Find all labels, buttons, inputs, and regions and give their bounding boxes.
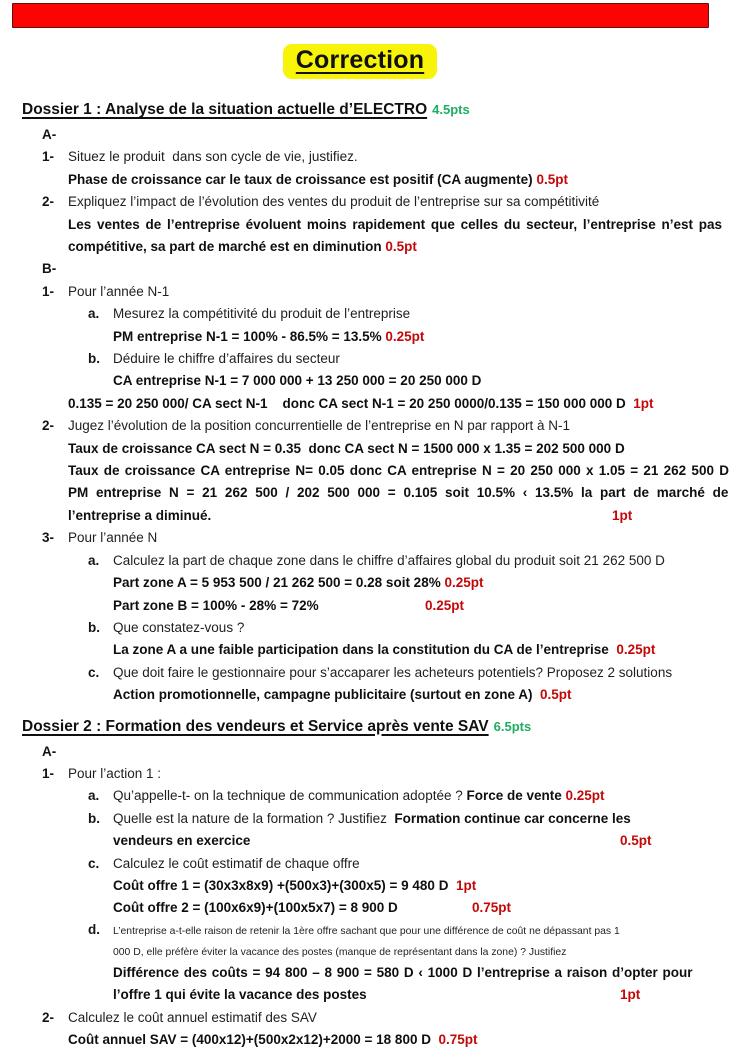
text-segment: vendeurs en exercice bbox=[113, 833, 251, 849]
document-line bbox=[0, 763, 720, 785]
text-segment: Part zone A = 5 953 500 / 21 262 500 = 0.28 soit 28% bbox=[113, 575, 445, 591]
points-value: 0.5pt bbox=[540, 687, 572, 703]
points-value: 1pt bbox=[612, 507, 633, 523]
document-line bbox=[0, 785, 720, 807]
text-segment: Force de vente bbox=[466, 788, 566, 804]
text-segment: Coût offre 1 = (30x3x8x9) +(500x3)+(300x5) = 9 480 D bbox=[113, 877, 456, 893]
document-line bbox=[0, 258, 720, 280]
text-segment: 0.135 = 20 250 000/ CA sect N-1 donc CA sect N-1 = 20 250 0000/0.135 = 150 000 000 D bbox=[68, 395, 634, 411]
document-line bbox=[0, 505, 720, 527]
text-segment: Taux de croissance CA sect N = 0.35 donc CA sect N = 1500 000 x 1.35 = 202 500 000 D bbox=[68, 440, 625, 456]
points-value: 0.75pt bbox=[438, 1031, 478, 1047]
text-segment: Expliquez l’impact de l’évolution des ventes du produit de l’entreprise sur sa compétitivité bbox=[68, 194, 600, 210]
list-marker: a. bbox=[88, 306, 100, 322]
points-value: 0.25pt bbox=[425, 597, 465, 613]
section-body bbox=[0, 741, 720, 1051]
text-segment: Quelle est la nature de la formation ? Justifiez bbox=[113, 810, 395, 826]
document-line bbox=[0, 415, 720, 437]
list-marker: 1- bbox=[42, 283, 55, 299]
text-segment: Coût annuel SAV = (400x12)+(500x2x12)+2000 = 18 800 D bbox=[68, 1031, 439, 1047]
points-value: 0.25pt bbox=[385, 328, 425, 344]
section-heading bbox=[22, 715, 720, 739]
list-marker: 3- bbox=[42, 530, 55, 546]
text-segment: Pour l’année N bbox=[68, 530, 158, 546]
list-marker: 2- bbox=[42, 1009, 55, 1025]
list-marker: a. bbox=[88, 552, 100, 568]
document-line bbox=[0, 169, 720, 191]
list-marker: c. bbox=[88, 855, 100, 871]
document-line bbox=[0, 830, 720, 852]
text-segment: Jugez l’évolution de la position concurrentielle de l’entreprise en N par rapport à N-1 bbox=[68, 418, 571, 434]
document-line bbox=[0, 1029, 720, 1051]
text-segment: compétitive, sa part de marché est en diminution bbox=[68, 239, 386, 255]
document-line bbox=[0, 348, 720, 370]
text-segment: Formation continue car concerne les bbox=[394, 810, 631, 826]
document-line bbox=[0, 984, 720, 1006]
document-line bbox=[0, 438, 720, 460]
text-segment: Que constatez-vous ? bbox=[113, 619, 245, 635]
text-segment: Mesurez la compétitivité du produit de l’entreprise bbox=[113, 306, 411, 322]
list-marker: 2- bbox=[42, 194, 55, 210]
text-segment: CA entreprise N-1 = 7 000 000 + 13 250 000 = 20 250 000 D bbox=[113, 373, 482, 389]
text-segment: L’entreprise a-t-elle raison de retenir la 1ère offre sachant que pour une différence de coût ne dépassant pas 1 bbox=[113, 925, 620, 937]
list-marker: b. bbox=[88, 351, 100, 367]
document-line bbox=[0, 897, 720, 919]
document-line bbox=[0, 303, 720, 325]
list-marker: A- bbox=[42, 743, 57, 759]
document-line bbox=[0, 808, 720, 830]
document-line bbox=[0, 550, 720, 572]
text-segment: Pour l’année N-1 bbox=[68, 283, 170, 299]
text-segment: Taux de croissance CA entreprise N= 0.05 donc CA entreprise N = 20 250 000 x 1.05 = 21 262 500 D bbox=[68, 463, 729, 479]
document-line bbox=[0, 941, 720, 962]
document-line bbox=[0, 1007, 720, 1029]
list-marker: 2- bbox=[42, 418, 55, 434]
document-line bbox=[0, 962, 720, 984]
document-body bbox=[0, 98, 729, 1051]
text-segment: Qu’appelle-t- on la technique de communication adoptée ? bbox=[113, 788, 467, 804]
document-line bbox=[0, 875, 720, 897]
document-line bbox=[0, 662, 720, 684]
list-marker: b. bbox=[88, 619, 100, 635]
document-line bbox=[0, 370, 720, 392]
document-line bbox=[0, 595, 720, 617]
points-value: 0.75pt bbox=[472, 900, 512, 916]
text-segment: Déduire le chiffre d’affaires du secteur bbox=[113, 351, 340, 367]
document-line bbox=[0, 639, 720, 661]
document-line bbox=[0, 920, 720, 941]
text-segment: Calculez la part de chaque zone dans le chiffre d’affaires global du produit soit 21 262 500 D bbox=[113, 552, 665, 568]
document-line bbox=[0, 684, 720, 706]
list-marker: 1- bbox=[42, 149, 55, 165]
list-marker: a. bbox=[88, 788, 100, 804]
section-points: 4.5pts bbox=[432, 102, 470, 117]
text-segment: PM entreprise N-1 = 100% - 86.5% = 13.5% bbox=[113, 328, 386, 344]
points-value: 0.5pt bbox=[620, 833, 652, 849]
points-value: 0.25pt bbox=[565, 788, 605, 804]
text-segment: Coût offre 2 = (100x6x9)+(100x5x7) = 8 900 D bbox=[113, 900, 398, 916]
points-value: 0.25pt bbox=[444, 575, 484, 591]
points-value: 1pt bbox=[620, 987, 641, 1003]
document-line bbox=[0, 853, 720, 875]
document-line bbox=[0, 281, 720, 303]
list-marker: 1- bbox=[42, 765, 55, 781]
text-segment: Part zone B = 100% - 28% = 72% bbox=[113, 597, 319, 613]
title-area bbox=[0, 44, 720, 79]
list-marker: d. bbox=[88, 921, 100, 937]
document-line bbox=[0, 124, 720, 146]
text-segment: l’entreprise a diminué. bbox=[68, 507, 212, 523]
text-segment: Phase de croissance car le taux de croissance est positif (CA augmente) bbox=[68, 171, 537, 187]
text-segment: La zone A a une faible participation dans la constitution du CA de l’entreprise bbox=[113, 642, 617, 658]
text-segment: Situez le produit dans son cycle de vie, justifiez. bbox=[68, 149, 358, 165]
text-segment: Calculez le coût estimatif de chaque offre bbox=[113, 855, 360, 871]
text-segment: l’offre 1 qui évite la vacance des postes bbox=[113, 987, 367, 1003]
section-body bbox=[0, 124, 729, 707]
document-line bbox=[0, 527, 720, 549]
points-value: 0.25pt bbox=[616, 642, 656, 658]
text-segment: PM entreprise N = 21 262 500 / 202 500 000 = 0.105 soit 10.5% ‹ 13.5% la part de marché de bbox=[68, 485, 729, 501]
list-marker: A- bbox=[42, 127, 57, 142]
document-line bbox=[0, 393, 720, 415]
text-segment: Différence des coûts = 94 800 – 8 900 = 580 D ‹ 1000 D l’entreprise a raison d’opter pour bbox=[113, 964, 693, 980]
document-line bbox=[0, 460, 729, 482]
points-value: 1pt bbox=[633, 395, 654, 411]
page-title: Correction bbox=[283, 44, 437, 79]
list-marker: B- bbox=[42, 261, 57, 277]
document-line bbox=[0, 191, 720, 213]
points-value: 0.5pt bbox=[536, 171, 568, 187]
document-line bbox=[0, 572, 720, 594]
points-value: 1pt bbox=[455, 877, 477, 893]
section-heading bbox=[22, 98, 720, 122]
top-red-banner bbox=[12, 3, 709, 28]
list-marker: c. bbox=[88, 664, 100, 680]
document-line bbox=[0, 146, 720, 168]
section-heading-text: Dossier 2 : Formation des vendeurs et Service après vente SAV bbox=[22, 717, 489, 735]
text-segment: Pour l’action 1 : bbox=[68, 765, 162, 781]
document-line bbox=[0, 214, 720, 236]
document-line bbox=[0, 236, 720, 258]
document-line bbox=[0, 741, 720, 763]
points-value: 0.5pt bbox=[385, 239, 417, 255]
section-points: 6.5pts bbox=[493, 718, 532, 734]
document-line bbox=[0, 617, 720, 639]
text-segment: Calculez le coût annuel estimatif des SAV bbox=[68, 1009, 317, 1025]
list-marker: b. bbox=[88, 810, 100, 826]
document-line bbox=[0, 482, 729, 504]
text-segment: Que doit faire le gestionnaire pour s’accaparer les acheteurs potentiels? Proposez 2 solutions bbox=[113, 664, 673, 680]
section-heading-text: Dossier 1 : Analyse de la situation actuelle d’ELECTRO bbox=[22, 101, 428, 118]
text-segment: Les ventes de l’entreprise évoluent moins rapidement que celles du secteur, l’entreprise n’est pas bbox=[68, 216, 722, 232]
text-segment: 000 D, elle préfère éviter la vacance des postes (manque de représentant dans la zone) ? Justifiez bbox=[113, 946, 567, 958]
text-segment: Action promotionnelle, campagne publicitaire (surtout en zone A) bbox=[113, 687, 541, 703]
document-line bbox=[0, 326, 720, 348]
